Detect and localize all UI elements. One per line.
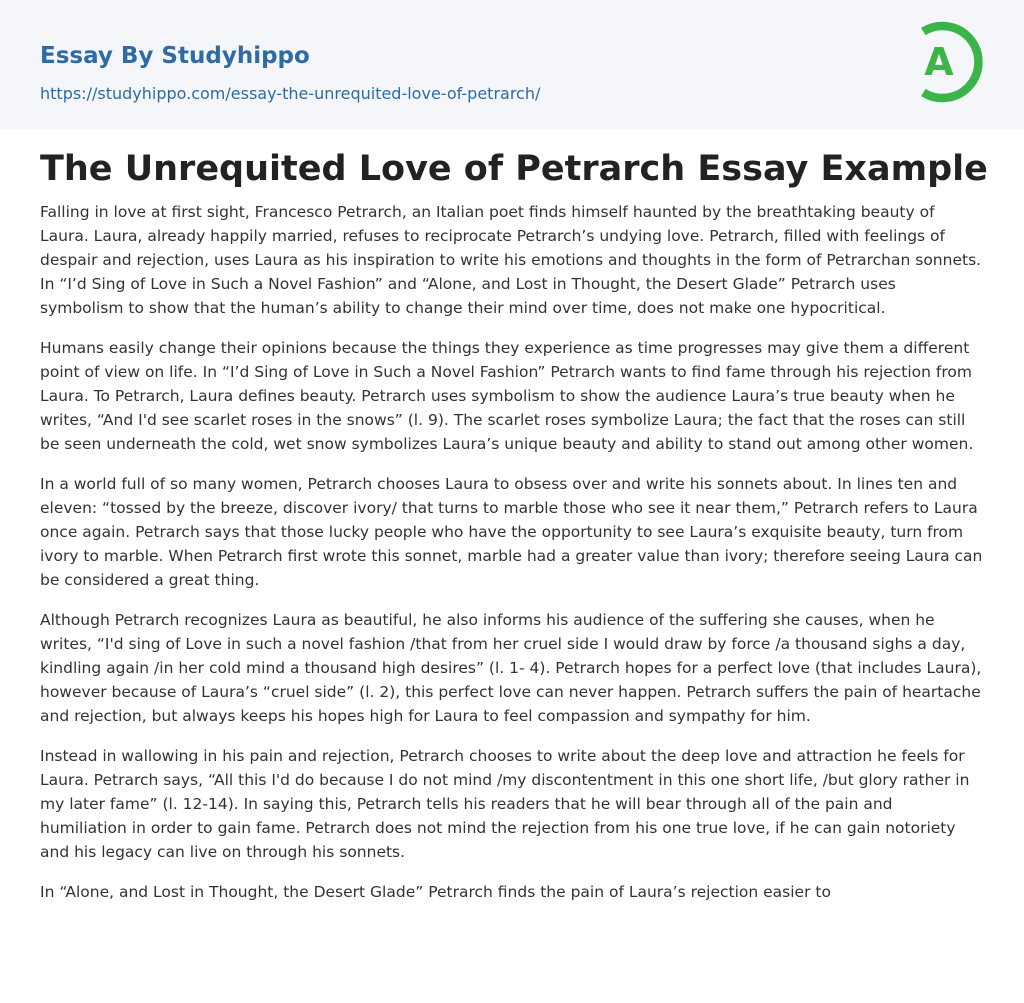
logo-letter: A: [924, 40, 954, 84]
article-paragraph: Instead in wallowing in his pain and rejection, Petrarch chooses to write about the deep love and attraction he feels for Laura. Petrarch says, “All this I'd do because I do not mind /my discontentment in this one short life, /but glory rather in my later fame” (l. 12-14). In saying this, Petrarch tells his readers that he will bear through all of the pain and humiliation in order to gain fame. Petrarch does not mind the rejection from his one true love, if he can gain notoriety and his legacy can live on through his sonnets.: [40, 747, 970, 861]
article-paragraph: In “Alone, and Lost in Thought, the Desert Glade” Petrarch finds the pain of Laura’s rejection easier to: [40, 883, 831, 901]
article-paragraph: Humans easily change their opinions because the things they experience as time progresses may give them a different point of view on life. In “I’d Sing of Love in Such a Novel Fashion” Petrarch wants to find fame through his rejection from Laura. To Petrarch, Laura defines beauty. Petrarch uses symbolism to show the audience Laura’s true beauty when he writes, “And I'd see scarlet roses in the snows” (l. 9). The scarlet roses symbolize Laura; the fact that the roses can still be seen underneath the cold, wet snow symbolizes Laura’s unique beauty and ability to stand out among other women.: [40, 339, 974, 453]
article: [0, 147, 1024, 904]
article-title: The Unrequited Love of Petrarch Essay Example: [40, 149, 988, 189]
site-brand[interactable]: Essay By Studyhippo: [40, 43, 310, 69]
studyhippo-logo-icon[interactable]: [912, 19, 986, 105]
site-header: [0, 0, 1024, 129]
article-paragraph: In a world full of so many women, Petrarch chooses Laura to obsess over and write his sonnets about. In lines ten and eleven: “tossed by the breeze, discover ivory/ that turns to marble those who see it near them,” Petrarch refers to Laura once again. Petrarch says that those lucky people who have the opportunity to see Laura’s exquisite beauty, turn from ivory to marble. When Petrarch first wrote this sonnet, marble had a greater value than ivory; therefore seeing Laura can be considered a great thing.: [40, 475, 983, 589]
article-paragraph: Falling in love at first sight, Francesco Petrarch, an Italian poet finds himself haunted by the breathtaking beauty of Laura. Laura, already happily married, refuses to reciprocate Petrarch’s undying love. Petrarch, filled with feelings of despair and rejection, uses Laura as his inspiration to write his emotions and thoughts in the form of Petrarchan sonnets. In “I’d Sing of Love in Such a Novel Fashion” and “Alone, and Lost in Thought, the Desert Glade” Petrarch uses symbolism to show that the human’s ability to change their mind over time, does not make one hypocritical.: [40, 203, 982, 317]
article-paragraph: Although Petrarch recognizes Laura as beautiful, he also informs his audience of the suffering she causes, when he writes, “I'd sing of Love in such a novel fashion /that from her cruel side I would draw by force /a thousand sighs a day, kindling again /in her cold mind a thousand high desires” (l. 1- 4). Petrarch hopes for a perfect love (that includes Laura), however because of Laura’s “cruel side” (l. 2), this perfect love can never happen. Petrarch suffers the pain of heartache and rejection, but always keeps his hopes high for Laura to feel compassion and sympathy for him.: [40, 611, 982, 725]
page-url-link[interactable]: https://studyhippo.com/essay-the-unrequited-love-of-petrarch/: [40, 84, 541, 103]
